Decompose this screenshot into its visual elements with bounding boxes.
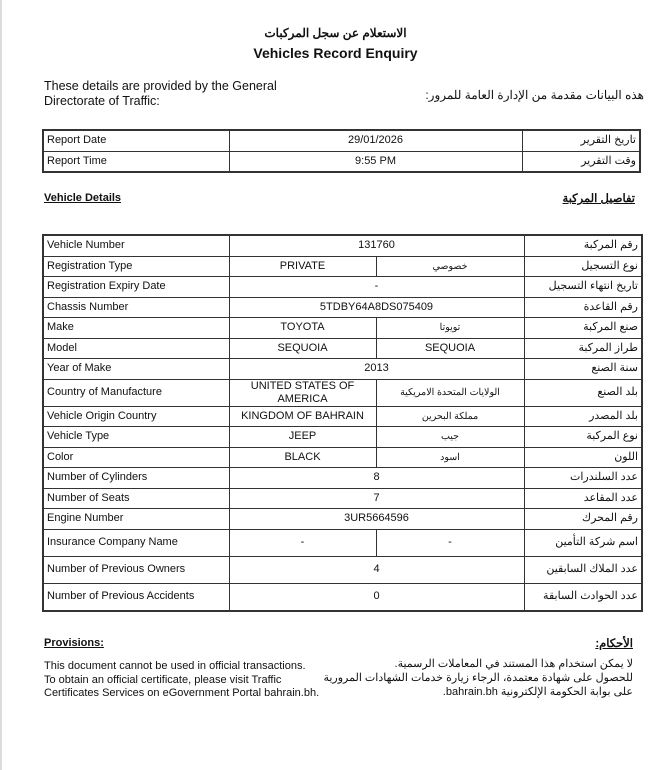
field-value: 7 — [229, 488, 524, 509]
field-label: Country of Manufacture — [43, 379, 229, 406]
vehicle-detail-row — [43, 338, 642, 359]
field-value: 3UR5664596 — [229, 509, 524, 530]
provisions-text-arabic — [323, 657, 633, 699]
field-label: Number of Previous Owners — [43, 556, 229, 583]
vehicle-detail-row — [43, 468, 642, 489]
field-label: Engine Number — [43, 509, 229, 530]
intro-line-1: These details are provided by the General — [44, 79, 277, 93]
page-edge — [0, 0, 2, 770]
field-label: Registration Expiry Date — [43, 277, 229, 298]
field-value-arabic: - — [376, 529, 524, 556]
field-label: Vehicle Number — [43, 235, 229, 256]
vehicle-detail-row — [43, 297, 642, 318]
vehicle-detail-row — [43, 427, 642, 448]
field-label-arabic: سنة الصنع — [524, 359, 642, 380]
field-label-arabic: اللون — [524, 447, 642, 468]
field-value: UNITED STATES OF AMERICA — [229, 379, 376, 406]
field-label-arabic: رقم المحرك — [524, 509, 642, 530]
field-label: Make — [43, 318, 229, 339]
field-label-arabic: اسم شركة التأمين — [524, 529, 642, 556]
field-label: Vehicle Origin Country — [43, 406, 229, 427]
field-value: 8 — [229, 468, 524, 489]
provisions-line: To obtain an official certificate, please visit Traffic — [44, 673, 282, 686]
field-value-arabic: اسود — [376, 447, 524, 468]
field-label-arabic: عدد الملاك السابقين — [524, 556, 642, 583]
field-label-arabic: نوع المركبة — [524, 427, 642, 448]
field-label-arabic: رقم المركبة — [524, 235, 642, 256]
field-label: Insurance Company Name — [43, 529, 229, 556]
field-value-arabic: الولايات المتحدة الامريكية — [376, 379, 524, 406]
field-value: 4 — [229, 556, 524, 583]
vehicle-detail-row — [43, 256, 642, 277]
field-label-arabic: طراز المركبة — [524, 338, 642, 359]
field-label-arabic: عدد المقاعد — [524, 488, 642, 509]
vehicle-details-table — [42, 234, 643, 612]
field-label-arabic: صنع المركبة — [524, 318, 642, 339]
vehicle-detail-row — [43, 235, 642, 256]
field-value-arabic: تويوتا — [376, 318, 524, 339]
field-label-arabic: تاريخ انتهاء التسجيل — [524, 277, 642, 298]
field-value: KINGDOM OF BAHRAIN — [229, 406, 376, 427]
provisions-line: This document cannot be used in official transactions. — [44, 660, 306, 672]
field-value-arabic: SEQUOIA — [376, 338, 524, 359]
field-label-arabic: نوع التسجيل — [524, 256, 642, 277]
report-time-label-arabic: وقت التقرير — [522, 151, 640, 172]
vehicle-detail-row — [43, 318, 642, 339]
field-value: - — [229, 277, 524, 298]
field-label: Model — [43, 338, 229, 359]
field-label-arabic: رقم القاعدة — [524, 297, 642, 318]
field-value: 2013 — [229, 359, 524, 380]
field-label: Registration Type — [43, 256, 229, 277]
field-label-arabic: بلد الصنع — [524, 379, 642, 406]
report-date-value: 29/01/2026 — [229, 130, 522, 151]
report-date-label-arabic: تاريخ التقرير — [522, 130, 640, 151]
page-title: Vehicles Record Enquiry — [253, 45, 418, 61]
page-title-arabic: الاستعلام عن سجل المركبات — [264, 26, 407, 40]
intro-text-arabic: هذه البيانات مقدمة من الإدارة العامة للمرور: — [425, 88, 644, 102]
field-value: SEQUOIA — [229, 338, 376, 359]
provisions-line: Certificates Services on eGovernment Portal bahrain.bh. — [44, 687, 320, 699]
field-value: JEEP — [229, 427, 376, 448]
vehicle-details-heading-arabic: تفاصيل المركبة — [562, 193, 635, 205]
provisions-line-arabic: على بوابة الحكومة الإلكترونية bahrain.bh. — [442, 686, 633, 698]
provisions-line-arabic: لا يمكن استخدام هذا المستند في المعاملات الرسمية. — [394, 658, 633, 670]
field-value: 5TDBY64A8DS075409 — [229, 297, 524, 318]
report-time-label: Report Time — [43, 151, 229, 172]
report-time-row — [43, 151, 640, 172]
field-label: Chassis Number — [43, 297, 229, 318]
report-date-label: Report Date — [43, 130, 229, 151]
vehicle-detail-row — [43, 277, 642, 298]
field-label-arabic: بلد المصدر — [524, 406, 642, 427]
provisions-line-arabic: للحصول على شهادة معتمدة، الرجاء زيارة خدمات الشهادات المرورية — [323, 672, 633, 684]
field-label: Number of Previous Accidents — [43, 583, 229, 611]
vehicle-detail-row — [43, 406, 642, 427]
field-label-arabic: عدد الحوادث السابقة — [524, 583, 642, 611]
provisions-text-english — [44, 660, 319, 701]
vehicle-detail-row — [43, 447, 642, 468]
report-time-value: 9:55 PM — [229, 151, 522, 172]
field-value: 0 — [229, 583, 524, 611]
vehicle-detail-row — [43, 556, 642, 583]
field-value-arabic: جيب — [376, 427, 524, 448]
vehicle-detail-row — [43, 509, 642, 530]
field-value-arabic: خصوصي — [376, 256, 524, 277]
field-value-arabic: مملكة البحرين — [376, 406, 524, 427]
report-date-row — [43, 130, 640, 151]
vehicle-details-heading: Vehicle Details — [44, 192, 122, 204]
field-value: BLACK — [229, 447, 376, 468]
vehicle-detail-row — [43, 359, 642, 380]
field-label: Number of Seats — [43, 488, 229, 509]
provisions-heading: Provisions: — [44, 637, 104, 649]
field-value: PRIVATE — [229, 256, 376, 277]
report-info-table — [42, 129, 641, 173]
vehicle-detail-row — [43, 583, 642, 611]
field-label: Color — [43, 447, 229, 468]
vehicle-detail-row — [43, 379, 642, 406]
provisions-heading-arabic: الأحكام: — [595, 638, 633, 650]
intro-line-2: Directorate of Traffic: — [44, 94, 160, 108]
field-label-arabic: عدد السلندرات — [524, 468, 642, 489]
field-label: Vehicle Type — [43, 427, 229, 448]
vehicle-detail-row — [43, 488, 642, 509]
field-value: TOYOTA — [229, 318, 376, 339]
field-value: 131760 — [229, 235, 524, 256]
intro-text-english — [44, 79, 344, 109]
field-label: Number of Cylinders — [43, 468, 229, 489]
vehicle-detail-row — [43, 529, 642, 556]
field-value: - — [229, 529, 376, 556]
field-label: Year of Make — [43, 359, 229, 380]
